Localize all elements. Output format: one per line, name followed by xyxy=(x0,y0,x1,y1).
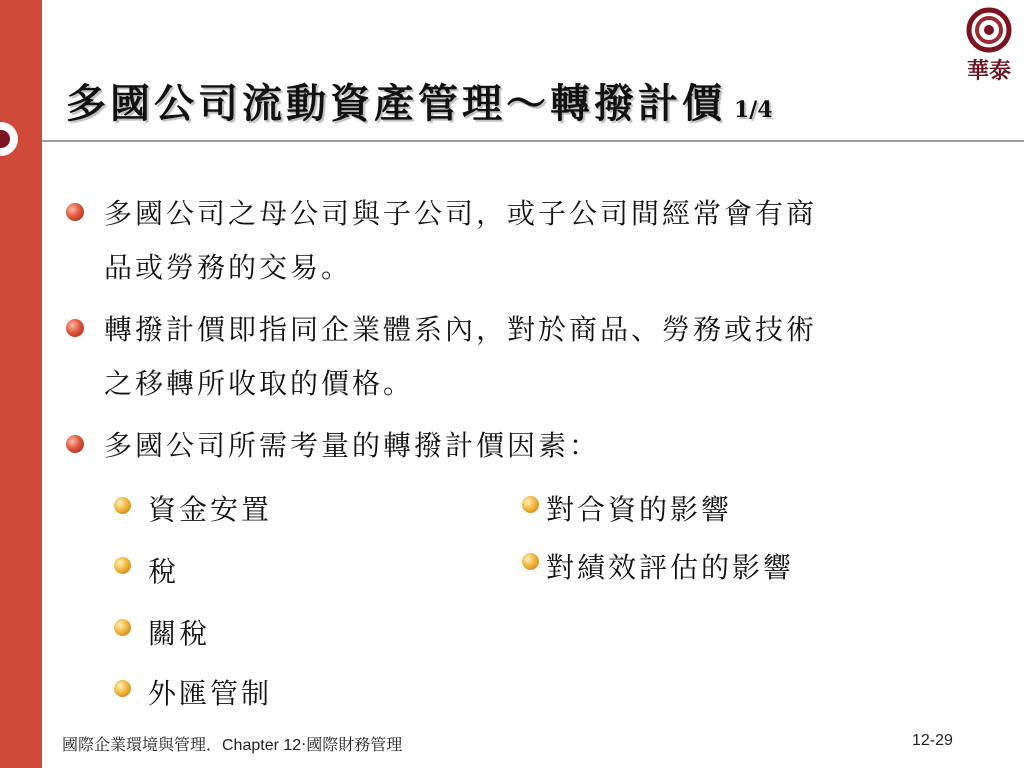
footer-course-label: 國際企業環境與管理．Chapter 12‧國際財務管理 xyxy=(62,737,403,754)
bullet-icon xyxy=(66,319,84,337)
factor-left-4: 外匯管制 xyxy=(148,677,273,710)
factor-left-1: 資金安置 xyxy=(148,493,273,526)
publisher-logo xyxy=(958,6,1020,86)
sub-bullet-icon xyxy=(114,680,131,697)
logo-text: 華泰 xyxy=(966,58,1011,84)
stripe-circle-inner xyxy=(0,130,10,148)
slide-title xyxy=(66,72,773,129)
bullet-2-line-2: 之移轉所收取的價格。 xyxy=(104,367,415,400)
sub-bullet-icon xyxy=(114,497,131,514)
sub-bullet-icon xyxy=(522,496,539,513)
left-accent-stripe xyxy=(0,0,42,768)
stripe-circle-decoration xyxy=(0,122,18,156)
sub-bullet-icon xyxy=(114,619,131,636)
slide-page-fraction: 1/4 xyxy=(734,97,773,123)
footer-page-number: 12-29 xyxy=(912,732,953,749)
logo-swirl-icon xyxy=(958,6,1020,56)
bullet-3-line-1: 多國公司所需考量的轉撥計價因素： xyxy=(104,429,601,462)
sub-bullet-icon xyxy=(522,553,539,570)
title-divider xyxy=(42,140,1024,142)
factor-right-2: 對績效評估的影響 xyxy=(546,551,795,584)
slide-title-text: 多國公司流動資產管理～轉撥計價 xyxy=(66,80,726,127)
factor-right-1: 對合資的影響 xyxy=(546,493,733,526)
bullet-1-line-2: 品或勞務的交易。 xyxy=(104,251,353,284)
sub-bullet-icon xyxy=(114,557,131,574)
factor-left-3: 關稅 xyxy=(148,617,211,650)
bullet-icon xyxy=(66,435,84,453)
bullet-icon xyxy=(66,203,84,221)
bullet-2-line-1: 轉撥計價即指同企業體系內，對於商品、勞務或技術 xyxy=(104,313,818,346)
factor-left-2: 稅 xyxy=(148,555,180,588)
bullet-1-line-1: 多國公司之母公司與子公司，或子公司間經常會有商 xyxy=(104,197,818,230)
